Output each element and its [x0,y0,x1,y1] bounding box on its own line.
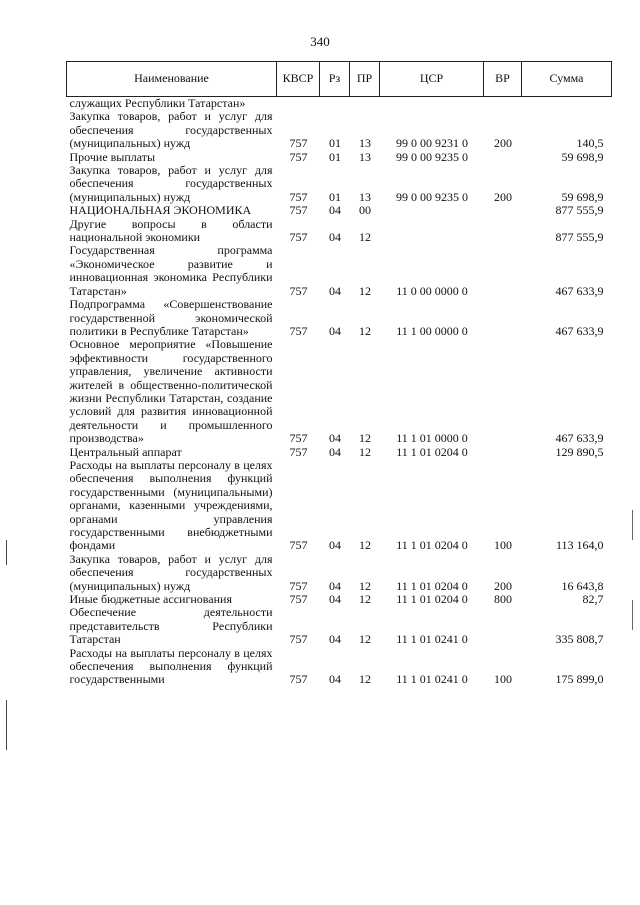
budget-table [66,61,612,687]
row-vr [484,244,522,298]
row-vr [484,151,522,164]
row-name: Обеспечение деятельности представительств Республики Татарстан [69,605,273,647]
row-csr: 99 0 00 9235 0 [396,189,468,204]
row-csr: 11 1 01 0204 0 [396,578,468,593]
row-rz: 04 [329,632,341,647]
table-body [67,97,612,687]
row-sum: 59 698,9 [561,189,604,204]
scan-margin-mark [632,510,633,540]
row-csr: 99 0 00 9231 0 [396,136,468,151]
row-rz: 04 [329,431,341,446]
row-kvsr: 757 [289,283,308,298]
table-row [67,244,612,298]
row-csr [380,97,484,111]
row-sum: 335 808,7 [555,632,604,647]
row-kvsr: 757 [289,672,308,687]
row-csr [380,204,484,217]
row-vr: 100 [494,672,512,687]
row-pr: 12 [359,592,371,607]
row-sum: 82,7 [582,592,604,607]
table-row [67,110,612,150]
row-vr [484,218,522,245]
table-row [67,593,612,606]
row-pr: 13 [359,149,371,164]
table-row [67,553,612,593]
table-row [67,647,612,687]
row-vr: 200 [494,578,512,593]
row-sum: 113 164,0 [555,538,604,553]
row-rz: 04 [329,323,341,338]
row-vr [484,606,522,646]
row-vr: 800 [494,592,512,607]
row-rz: 04 [329,592,341,607]
row-csr: 11 1 01 0000 0 [396,431,468,446]
row-kvsr: 757 [289,592,308,607]
table-row [67,459,612,553]
table-header [67,62,612,97]
row-name: Основное мероприятие «Повышение эффективности государственного управления, увеличение активности жителей в общественно-политической жизни Республики Татарстан, создание условий для развития инновационной деятельности и промышленного производства» [69,337,273,446]
row-pr: 12 [359,431,371,446]
scan-margin-mark [632,600,633,630]
header-rz: Рз [320,62,350,97]
row-sum: 877 555,9 [555,230,604,245]
row-kvsr: 757 [289,444,308,459]
row-name: Центральный аппарат [69,444,182,459]
row-name: Закупка товаров, работ и услуг для обеспечения государственных (муниципальных) нужд [69,109,273,151]
row-rz: 04 [329,538,341,553]
row-kvsr: 757 [289,230,308,245]
row-pr: 12 [359,230,371,245]
row-pr [350,97,380,111]
table-row [67,204,612,217]
page-number: 340 [310,34,330,49]
row-rz: 04 [329,283,341,298]
row-rz: 04 [329,578,341,593]
row-pr: 13 [359,189,371,204]
scan-margin-mark [6,540,7,565]
row-pr: 12 [359,323,371,338]
row-rz: 04 [329,672,341,687]
row-name: Расходы на выплаты персоналу в целях обеспечения выполнения функций государственными (муниципальными) органами, казенными учреждениями, органами управления государственными внебюджетными фондами [69,457,273,553]
table-row [67,218,612,245]
row-name: Расходы на выплаты персоналу в целях обеспечения выполнения функций государственными [69,645,273,687]
row-sum: 59 698,9 [561,149,604,164]
row-rz: 04 [329,203,341,218]
table-row [67,298,612,338]
row-pr: 12 [359,672,371,687]
row-name: Государственная программа «Экономическое развитие и инновационная экономика Республики Татарстан» [69,243,273,298]
row-kvsr: 757 [289,632,308,647]
row-kvsr: 757 [289,578,308,593]
row-pr: 12 [359,283,371,298]
row-csr: 11 1 01 0204 0 [396,538,468,553]
row-pr: 12 [359,538,371,553]
row-kvsr: 757 [289,149,308,164]
row-csr: 11 1 01 0204 0 [396,444,468,459]
header-name: Наименование [67,62,277,97]
row-sum: 467 633,9 [555,283,604,298]
table-row [67,446,612,459]
row-rz [320,97,350,111]
row-sum: 877 555,9 [555,203,604,218]
table-row [67,606,612,646]
row-rz: 04 [329,230,341,245]
row-rz: 01 [329,149,341,164]
row-name: служащих Республики Татарстан» [69,96,246,110]
row-csr: 11 1 01 0241 0 [396,672,468,687]
row-vr [484,446,522,459]
row-name: Закупка товаров, работ и услуг для обеспечения государственных (муниципальных) нужд [69,551,273,593]
row-vr: 200 [494,189,512,204]
row-kvsr: 757 [289,431,308,446]
row-name: Закупка товаров, работ и услуг для обеспечения государственных (муниципальных) нужд [69,163,273,204]
row-name: Подпрограмма «Совершенствование государственной экономической политики в Республике Татарстан» [69,297,273,338]
header-pr: ПР [350,62,380,97]
row-sum [522,97,612,111]
row-vr: 200 [494,136,512,151]
row-name: Другие вопросы в области национальной экономики [69,216,273,245]
row-sum: 129 890,5 [555,444,604,459]
row-sum: 467 633,9 [555,323,604,338]
row-pr: 12 [359,578,371,593]
row-name: Иные бюджетные ассигнования [69,592,232,607]
row-vr [484,338,522,445]
header-csr: ЦСР [380,62,484,97]
row-rz: 01 [329,189,341,204]
row-pr: 12 [359,632,371,647]
scan-margin-mark [6,700,7,750]
table-row [67,164,612,204]
table-row [67,151,612,164]
row-sum: 175 899,0 [555,672,604,687]
row-sum: 140,5 [576,136,604,151]
row-kvsr: 757 [289,203,308,218]
row-csr: 99 0 00 9235 0 [396,149,468,164]
row-rz: 04 [329,444,341,459]
row-kvsr [277,97,320,111]
row-csr: 11 1 00 0000 0 [396,323,468,338]
row-csr: 11 1 01 0241 0 [396,632,468,647]
row-name: Прочие выплаты [69,149,156,164]
header-vr: ВР [484,62,522,97]
row-pr: 13 [359,136,371,151]
row-csr: 11 0 00 0000 0 [396,283,468,298]
row-pr: 00 [359,203,371,218]
row-pr: 12 [359,444,371,459]
row-vr [484,298,522,338]
row-vr [484,97,522,111]
row-kvsr: 757 [289,538,308,553]
table-row [67,97,612,111]
row-rz: 01 [329,136,341,151]
header-kvsr: КВСР [277,62,320,97]
table-row [67,338,612,445]
row-kvsr: 757 [289,136,308,151]
row-kvsr: 757 [289,189,308,204]
row-csr [380,218,484,245]
row-sum: 16 643,8 [561,578,604,593]
row-vr [484,204,522,217]
row-vr: 100 [494,538,512,553]
row-name: НАЦИОНАЛЬНАЯ ЭКОНОМИКА [69,203,252,218]
row-kvsr: 757 [289,323,308,338]
header-sum: Сумма [522,62,612,97]
row-sum: 467 633,9 [555,431,604,446]
row-csr: 11 1 01 0204 0 [396,592,468,607]
